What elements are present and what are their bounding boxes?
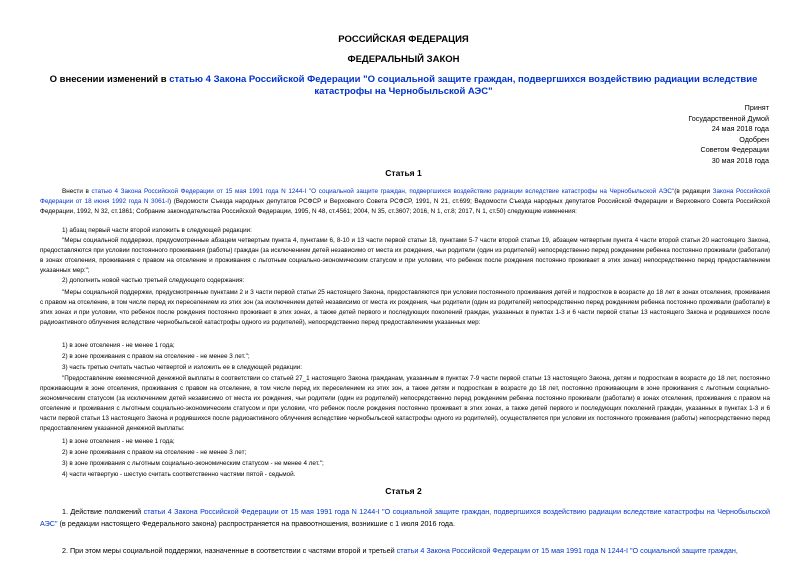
accepted-label: Принят (744, 103, 769, 112)
a2p2-link[interactable]: статьи 4 Закона Российской Федерации от 15 мая 1991 года N 1244-I "О социальной защите граждан, (396, 546, 738, 555)
a2p1-text-a: 1. Действие положений (62, 507, 144, 516)
quote-3: "Предоставление ежемесячной денежной выплаты в соответствии со статьей 27_1 настоящего Закона гражданам, указанным в пунктах 7-9 части первой статьи 13 настоящего Закона, детям и подросткам в возрасте до 18 лет, постоянно проживающим в зоне отселения, проживания с правом на отселение, в том числе перед их переселением из этих зон, а также детям и подросткам в возрасте до 18 лет, постоянно проживающим в зоне проживания с льготным социально-экономическим статусом (за исключением детей независимо от места их рождения, чьи родители (один из родителей) непосредственно перед рождением ребенка постоянно проживали (работали) в зонах отселения, проживания с правом на отселение и проживания с льготным социально-экономическим статусом и при условии, что ребенок после рождения постоянно проживает в этих зонах, а также детей первого и последующих поколений граждан, указанных в пунктах 1-3 и 6 части первой статьи 13 настоящего Закона и родившихся после радиоактивного облучения вследствие чернобыльской катастрофы одного из родителей), осуществляется при условии их постоянного проживания (работы) непосредственно перед предоставлением указанной денежной выплаты: (40, 375, 770, 432)
item-3: 3) часть третью считать частью четвертой и изложить ее в следующей редакции: (62, 364, 303, 371)
intro-text-c: ) (Ведомости Съезда народных депутатов РСФСР и Верховного Совета РСФСР, 1991, N 21, ст.699; Ведомости Съезда народных депутатов Российской Федерации и Верховного Совета Российской Федерации, 1992, N 32, ст.1861; Собрание законодательства Российской Федерации, 1995, N 48, ст.4561; 2004, N 35, ст.3607; 2016, N 1, ст.8; 2017, N 1, ст.50) следующие изменения: (40, 197, 771, 215)
article-1-intro (40, 187, 770, 217)
item-4: 4) части четвертую - шестую считать соответственно частями пятой - седьмой. (62, 471, 296, 478)
quote-1: "Меры социальной поддержки, предусмотренные абзацем четвертым пункта 4, пунктами 6, 8-10 и 13 части первой статьи 18, пунктами 5-7 части второй статьи 19, абзацем четвертым пункта 4 части второй статьи 20 настоящего Закона, предоставляются при условии постоянного проживания (работы) граждан (за исключением детей независимо от места их рождения, чьи родители (один из родителей) непосредственно перед рождением ребенка постоянно проживали (работали) в зонах отселения, проживания с правом на отселение и проживания с льготным социально-экономическим статусом и при условии, что ребенок после рождения постоянно проживает в этих зонах) непосредственно перед предоставлением указанных мер:"; (40, 237, 770, 274)
title-link[interactable]: статью 4 Закона Российской Федерации "О социальной защите граждан, подвергшихся воздействию радиации вследствие катастрофы на Чернобыльской АЭС" (169, 74, 758, 97)
a2p1-link[interactable]: статьи 4 Закона Российской Федерации от 15 мая 1991 года N 1244-I "О социальной защите граждан, подвергшихся воздействию радиации вследствие катастрофы на Чернобыльской АЭС" (40, 507, 770, 528)
article-2-p2 (40, 545, 770, 557)
title-prefix: О внесении изменений в (49, 74, 170, 85)
council-date: 30 мая 2018 года (711, 155, 769, 165)
payment-zone-1: 1) в зоне отселения - не менее 1 года; (62, 438, 175, 445)
payment-zone-2: 2) в зоне проживания с правом на отселение - не менее 3 лет; (62, 449, 247, 456)
zone-item-1: 1) в зоне отселения - не менее 1 года; (62, 342, 175, 349)
a2p2-text-a: 2. При этом меры социальной поддержки, назначенные в соответствии с частями второй и третьей (62, 546, 397, 555)
council-label: Советом Федерации (700, 145, 769, 155)
law-title (20, 74, 787, 98)
zone-item-2: 2) в зоне проживания с правом на отселение - не менее 3 лет."; (62, 353, 250, 360)
article-2-heading: Статья 2 (385, 486, 422, 496)
article-1-heading: Статья 1 (385, 168, 422, 178)
a2p1-text-b: (в редакции настоящего Федерального закона) распространяется на правоотношения, возникшие с 1 июля 2016 года. (57, 518, 455, 528)
intro-text-b: (в редакции (674, 188, 713, 195)
duma-label: Государственной Думой (688, 113, 769, 123)
acceptance-block (688, 103, 769, 167)
quote-2: "Меры социальной поддержки, предусмотренные пунктами 2 и 3 части первой статьи 25 настоящего Закона, предоставляются при условии постоянного проживания детей и подростков в возрасте до 18 лет в зонах отселения, проживания с правом на отселение, в том числе перед их переселением из этих зон (за исключением детей независимо от места их рождения, чьи родители (один из родителей) непосредственно перед рождением ребенка постоянно проживали (работали) в этих зонах и при условии, что ребенок после рождения постоянно проживает в этих зонах, а также детей первого и последующих поколений граждан, указанных в пунктах 1-3 и 6 части первой статьи 13 настоящего Закона и родившихся после радиоактивного облучения вследствие чернобыльской катастрофы одного из родителей), непосредственно перед предоставлением указанных мер: (40, 289, 770, 326)
approved-label: Одобрен (739, 134, 769, 144)
item-1: 1) абзац первый части второй изложить в следующей редакции: (62, 227, 252, 234)
item-2: 2) дополнить новой частью третьей следующего содержания: (62, 277, 245, 284)
payment-zone-3: 3) в зоне проживания с льготным социально-экономическим статусом - не менее 4 лет."; (62, 460, 324, 467)
intro-link-law[interactable]: статью 4 Закона Российской Федерации от 15 мая 1991 года N 1244-I "О социальной защите граждан, подвергшихся воздействию радиации вследствие катастрофы на Чернобыльской АЭС" (91, 188, 675, 195)
doc-type-heading: ФЕДЕРАЛЬНЫЙ ЗАКОН (347, 54, 460, 65)
article-2-p1 (40, 506, 770, 529)
intro-link-amendment[interactable]: Закона Российской Федерации от 18 июня 1992 года N 3061-I (40, 188, 771, 205)
country-heading: РОССИЙСКАЯ ФЕДЕРАЦИЯ (338, 34, 469, 45)
duma-date: 24 мая 2018 года (711, 124, 769, 134)
intro-text-a: Внести в (62, 188, 92, 195)
